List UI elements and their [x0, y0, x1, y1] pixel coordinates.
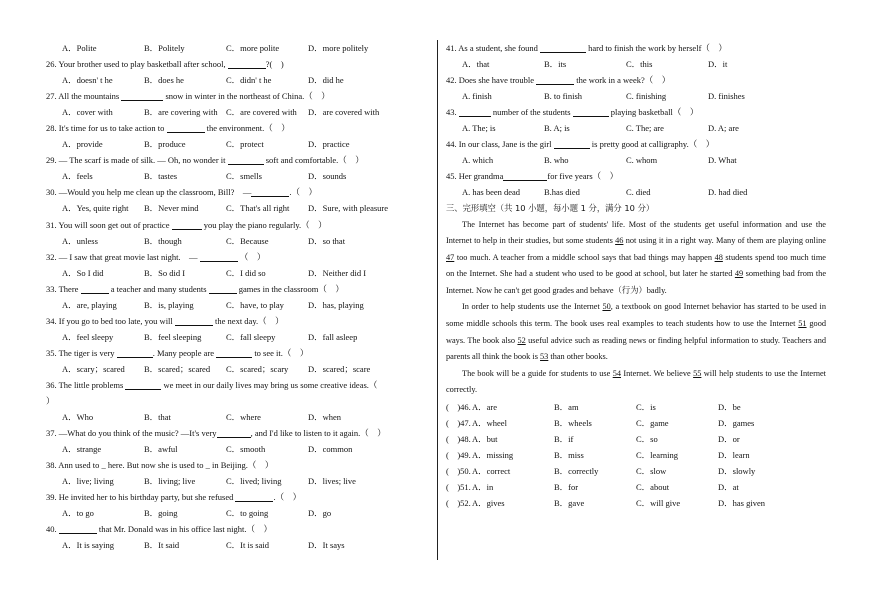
question-number: 30.	[46, 187, 57, 198]
question-text: Your brother used to play basketball after school,	[58, 59, 226, 70]
q34-options	[46, 329, 416, 345]
question-text: You will soon get out of practice	[58, 219, 170, 230]
option: A．feels	[62, 171, 93, 182]
cloze-passage-paragraph-3	[446, 366, 826, 399]
option: C．protect	[226, 139, 264, 150]
question-text: ?( )	[265, 59, 284, 70]
question-text: In our class, Jane is the girl	[458, 139, 552, 150]
cloze-blank-53: 53	[540, 352, 549, 362]
option: C．scared；scary	[226, 363, 289, 374]
answer-blank	[209, 284, 237, 294]
option: A．are, playing	[62, 299, 117, 310]
question-40	[46, 521, 416, 537]
option: A．It is saying	[62, 540, 114, 551]
cloze-item-50	[446, 463, 826, 479]
question-28	[46, 120, 416, 136]
option: A．strange	[62, 444, 102, 455]
option: D．lives; live	[308, 476, 356, 487]
question-number: 36.	[46, 379, 57, 390]
option: D. finishes	[708, 91, 745, 102]
question-number: 26.	[46, 59, 57, 70]
question-number: 27.	[46, 91, 57, 102]
passage-text: students spend too much time on the Internet. She had a student who used to be good at school, but later he started	[446, 252, 826, 279]
cloze-item-52	[446, 495, 826, 511]
right-column	[446, 40, 826, 511]
option: A．scary；scared	[62, 363, 125, 374]
question-text: number of the students	[492, 107, 571, 118]
option: B. to finish	[544, 91, 583, 102]
answer-blank	[59, 524, 97, 534]
q25-options	[46, 40, 416, 56]
question-text: the work in a week?（ ）	[576, 75, 671, 86]
question-number: 44.	[446, 139, 457, 150]
answer-blank	[228, 59, 266, 69]
answer-blank	[121, 91, 163, 101]
question-text: playing basketball（ ）	[610, 107, 699, 118]
question-text: Does she have trouble	[458, 75, 535, 86]
option: A．provide	[62, 139, 103, 150]
q28-options	[46, 136, 416, 152]
q42-options	[446, 88, 826, 104]
question-text: games in the classroom（ ）	[238, 283, 344, 294]
option: C．are covered with	[226, 107, 297, 118]
cloze-item-48	[446, 431, 826, 447]
answer-blank	[172, 220, 202, 230]
option: B．awful	[144, 444, 178, 455]
option: D．when	[308, 412, 342, 423]
option: D．learn	[718, 450, 750, 461]
question-number: 33.	[46, 283, 57, 294]
option: C．fall sleepy	[226, 331, 276, 342]
question-35	[46, 345, 416, 361]
option: C．smooth	[226, 444, 266, 455]
question-text: for five years（ ）	[547, 171, 619, 182]
option: B．if	[554, 434, 574, 445]
option: C．so	[636, 434, 658, 445]
option: D．scared；scare	[308, 363, 371, 374]
question-text: Ann used to _ here. But now she is used to _ in Beijing.（ ）	[58, 460, 274, 471]
passage-text: , a textbook on good Internet behavior has started to be used in some middle schools this term. The book uses real examples to teach students how to use the Internet	[446, 302, 826, 329]
option: C．lived; living	[226, 476, 282, 487]
option: B．that	[144, 412, 171, 423]
option: B．feel sleeping	[144, 331, 202, 342]
question-text: All the mountains	[58, 91, 120, 102]
option: B．Politely	[144, 43, 185, 53]
passage-text: good ways. The book also	[446, 319, 826, 345]
question-text: There	[58, 283, 79, 294]
option: C. whom	[626, 155, 658, 166]
option: B．miss	[554, 450, 584, 461]
q32-options	[46, 265, 416, 281]
question-number: 35.	[46, 347, 57, 358]
answer-blank	[125, 380, 161, 390]
question-39	[46, 489, 416, 505]
answer-blank	[235, 492, 273, 502]
answer-blank	[200, 252, 238, 262]
option: D. A; are	[708, 123, 739, 134]
option: A．cover with	[62, 107, 113, 118]
option: D．more politely	[308, 43, 369, 53]
cloze-item-47	[446, 415, 826, 431]
option: C．learning	[636, 450, 679, 461]
answer-blank	[175, 316, 213, 326]
question-number: 31.	[46, 219, 57, 230]
option: D．Sure, with pleasure	[308, 203, 389, 214]
option: B．its	[544, 59, 567, 70]
answer-blank	[217, 428, 251, 438]
option: B．going	[144, 508, 178, 519]
option: A．So I did	[62, 267, 104, 278]
option: D．has given	[718, 498, 765, 509]
cloze-blank-54: 54	[612, 368, 621, 378]
question-text: you play the piano regularly.（ ）	[203, 219, 327, 230]
question-33	[46, 281, 416, 297]
option: D．at	[718, 482, 739, 493]
option: D．games	[718, 418, 755, 429]
question-30	[46, 184, 416, 200]
question-36	[46, 377, 416, 393]
passage-text: The book will be a guide for students to use	[462, 368, 613, 378]
option: D. had died	[708, 187, 748, 198]
passage-text: useful advice such as reading news or finding helpful information to study. Teachers and parents all think the book is	[446, 335, 826, 362]
question-text: is pretty good at calligraphy.（ ）	[591, 139, 715, 150]
question-text: （ ）	[239, 251, 266, 262]
cloze-blank-49: 49	[734, 269, 744, 279]
question-text: that Mr. Donald was in his office last night.（ ）	[98, 524, 273, 535]
q30-options	[46, 200, 416, 216]
option: D．did he	[308, 75, 344, 86]
option: D．be	[718, 402, 741, 413]
question-text: He invited her to his birthday party, but she refused	[58, 492, 234, 503]
question-31	[46, 217, 416, 233]
option: A．but	[472, 434, 498, 445]
cloze-blank-47: 47	[446, 252, 455, 262]
question-number: 40.	[46, 524, 57, 535]
answer-blank	[167, 123, 205, 133]
option: A．are	[472, 402, 498, 413]
option: C．Because	[226, 235, 269, 246]
answer-blank	[573, 107, 609, 117]
q27-options	[46, 104, 416, 120]
option: C．this	[626, 59, 653, 70]
option: A．in	[472, 482, 494, 493]
section-title: 三、完形填空（共 10 小题，每小题 1 分，满分 10 分）	[446, 203, 655, 214]
question-text: we meet in our daily lives may bring us some creative ideas.（	[163, 379, 378, 390]
option: B．for	[554, 482, 579, 493]
question-text: the environment.（ ）	[206, 123, 290, 134]
question-number: 38.	[46, 460, 57, 471]
question-text: .（ ）	[289, 187, 318, 198]
cloze-blank-51: 51	[798, 319, 807, 329]
passage-text: too much. A teacher from a middle school says that bad things may happen	[454, 252, 715, 262]
passage-text: will help students to use the Internet correctly.	[446, 368, 826, 395]
cloze-item-number: ( )46.	[446, 402, 471, 413]
option: D．It says	[308, 540, 345, 551]
question-text: —What do you think of the music? —It's very	[58, 428, 217, 439]
question-text: hard to finish the work by herself（ ）	[588, 43, 727, 53]
question-number: 29.	[46, 155, 57, 166]
option: C．It is said	[226, 540, 269, 551]
question-32	[46, 249, 416, 265]
option: A．gives	[472, 498, 505, 509]
cloze-blank-48: 48	[714, 252, 723, 262]
option: C．smells	[226, 171, 262, 182]
option: A．correct	[472, 466, 511, 477]
option: C．have, to play	[226, 299, 284, 310]
cloze-blank-46: 46	[615, 236, 624, 246]
option: A．live; living	[62, 476, 114, 487]
option: C．game	[636, 418, 669, 429]
option: C．didn' t he	[226, 75, 272, 86]
option: C．That's all right	[226, 203, 290, 214]
option: D. What	[708, 155, 737, 166]
question-42	[446, 72, 826, 88]
answer-blank	[459, 107, 491, 117]
q41-options	[446, 56, 826, 72]
option: A．doesn' t he	[62, 75, 113, 86]
question-number: 37.	[46, 428, 57, 439]
question-26	[46, 56, 416, 72]
question-38	[46, 457, 416, 473]
passage-text: than other books.	[548, 352, 608, 362]
option: A．to go	[62, 508, 94, 519]
answer-blank	[540, 43, 586, 53]
option: D．common	[308, 444, 353, 455]
option: A. The; is	[462, 123, 496, 134]
option: A．feel sleepy	[62, 331, 114, 342]
cloze-item-number: ( )52.	[446, 498, 471, 509]
option: B．So did I	[144, 267, 186, 278]
question-text: Her grandma	[458, 171, 504, 182]
question-text: the next day.（ ）	[215, 315, 284, 326]
question-27	[46, 88, 416, 104]
option: B．am	[554, 402, 579, 413]
option: D．are covered with	[308, 107, 380, 118]
option: A．Yes, quite right	[62, 203, 129, 214]
option: A．Who	[62, 412, 94, 423]
option: B．correctly	[554, 466, 599, 477]
option: B．does he	[144, 75, 184, 86]
option: B．though	[144, 235, 182, 246]
passage-text: In order to help students use the Internet	[462, 302, 603, 312]
option: D．slowly	[718, 466, 756, 477]
option: D．sounds	[308, 171, 347, 182]
question-29	[46, 152, 416, 168]
cloze-item-51	[446, 479, 826, 495]
option: B．It said	[144, 540, 180, 551]
question-36-cont	[46, 393, 416, 409]
option: D．Neither did I	[308, 267, 367, 278]
option: D．has, playing	[308, 299, 364, 310]
q31-options	[46, 233, 416, 249]
option: D．so that	[308, 235, 346, 246]
question-34	[46, 313, 416, 329]
option: D．or	[718, 434, 740, 445]
question-number: 45.	[446, 171, 457, 182]
question-number: 42.	[446, 75, 457, 86]
option: C. The; are	[626, 123, 664, 134]
cloze-blank-55: 55	[693, 368, 702, 378]
option: B. A; is	[544, 123, 570, 134]
question-41	[446, 40, 826, 56]
passage-text: The Internet has become part of students' life. Most of the students get useful information and use the Internet to help in their studies, but some students	[446, 219, 826, 246]
option: B.has died	[544, 187, 580, 198]
option: D．it	[708, 59, 728, 70]
option: B．are covering with	[144, 107, 218, 118]
q44-options	[446, 152, 826, 168]
answer-blank	[81, 284, 109, 294]
question-number: 41.	[446, 43, 457, 53]
option: D．practice	[308, 139, 350, 150]
answer-blank	[216, 348, 252, 358]
question-text: . Many people are	[152, 347, 215, 358]
option: A．Polite	[62, 43, 97, 53]
question-text: snow in winter in the northeast of China.（ ）	[165, 91, 330, 102]
option: B．Never mind	[144, 203, 199, 214]
question-text: to see it.（ ）	[254, 347, 309, 358]
option: C．I did so	[226, 267, 266, 278]
cloze-blank-52: 52	[517, 335, 526, 345]
option: A．that	[462, 59, 490, 70]
cloze-item-49	[446, 447, 826, 463]
cloze-answer-list	[446, 399, 826, 511]
cloze-item-number: ( )50.	[446, 466, 471, 477]
option: C．more polite	[226, 43, 280, 53]
question-37	[46, 425, 416, 441]
option: C．to going	[226, 508, 269, 519]
question-text: If you go to bed too late, you will	[58, 315, 173, 326]
question-text: , and I'd like to listen to it again.（ ）	[250, 428, 386, 439]
option: A. has been dead	[462, 187, 521, 198]
answer-blank	[503, 171, 547, 181]
option: D．fall asleep	[308, 331, 358, 342]
question-number: 43.	[446, 107, 457, 118]
answer-blank	[536, 75, 574, 85]
option: C．slow	[636, 466, 667, 477]
question-number: 34.	[46, 315, 57, 326]
passage-text: not using it in a right way. Many of them are playing online	[623, 236, 826, 246]
cloze-item-46	[446, 399, 826, 415]
option: B．wheels	[554, 418, 592, 429]
q39-options	[46, 505, 416, 521]
q45-options	[446, 184, 826, 200]
q43-options	[446, 120, 826, 136]
question-text: —Would you help me clean up the classroom, Bill? —	[58, 187, 252, 198]
option: C. finishing	[626, 91, 667, 102]
option: C．about	[636, 482, 670, 493]
option: B．tastes	[144, 171, 178, 182]
option: B．is, playing	[144, 299, 194, 310]
q35-options	[46, 361, 416, 377]
answer-blank	[228, 155, 264, 165]
option: B. who	[544, 155, 569, 166]
q33-options	[46, 297, 416, 313]
option: A. finish	[462, 91, 492, 102]
question-text: It's time for us to take action to	[58, 123, 165, 134]
question-number: 39.	[46, 492, 57, 503]
question-45	[446, 168, 826, 184]
question-number: 28.	[46, 123, 57, 134]
answer-blank	[251, 187, 289, 197]
question-text: The tiger is very	[58, 347, 115, 358]
option: B．scared；scared	[144, 363, 211, 374]
answer-blank	[554, 139, 590, 149]
cloze-item-number: ( )51.	[446, 482, 471, 493]
left-column	[46, 40, 416, 554]
question-43	[446, 104, 826, 120]
cloze-item-number: ( )47.	[446, 418, 471, 429]
option: B．produce	[144, 139, 186, 150]
option: A. which	[462, 155, 494, 166]
option: D．go	[308, 508, 332, 519]
question-text: The little problems	[58, 379, 124, 390]
q26-options	[46, 72, 416, 88]
cloze-item-number: ( )49.	[446, 450, 471, 461]
question-text: — I saw that great movie last night. —	[58, 251, 198, 262]
question-text: .（ ）	[273, 492, 302, 503]
q36-options	[46, 409, 416, 425]
q40-options	[46, 537, 416, 553]
cloze-passage-paragraph-2	[446, 299, 826, 365]
question-text: — The scarf is made of silk. — Oh, no wonder it	[58, 155, 226, 166]
q37-options	[46, 441, 416, 457]
q38-options	[46, 473, 416, 489]
option: A．missing	[472, 450, 514, 461]
passage-text: something bad from the Internet. Now he can't get good grades and behave（行为）badly.	[446, 269, 827, 295]
question-text: As a student, she found	[458, 43, 538, 53]
option: A．wheel	[472, 418, 507, 429]
answer-blank	[117, 348, 153, 358]
q29-options	[46, 168, 416, 184]
option: C．is	[636, 402, 656, 413]
column-divider	[437, 40, 438, 560]
question-number: 32.	[46, 251, 57, 262]
option: B．living; live	[144, 476, 196, 487]
option: C．will give	[636, 498, 681, 509]
question-44	[446, 136, 826, 152]
question-text: soft and comfortable.（ ）	[265, 155, 364, 166]
option: A．unless	[62, 235, 98, 246]
cloze-blank-50: 50	[602, 302, 611, 312]
option: C. died	[626, 187, 651, 198]
cloze-item-number: ( )48.	[446, 434, 471, 445]
question-text: ）	[46, 396, 55, 407]
option: B．gave	[554, 498, 585, 509]
passage-text: Internet. We believe	[620, 368, 694, 378]
cloze-passage-paragraph-1	[446, 217, 826, 300]
option: C．where	[226, 412, 261, 423]
question-text: a teacher and many students	[110, 283, 207, 294]
